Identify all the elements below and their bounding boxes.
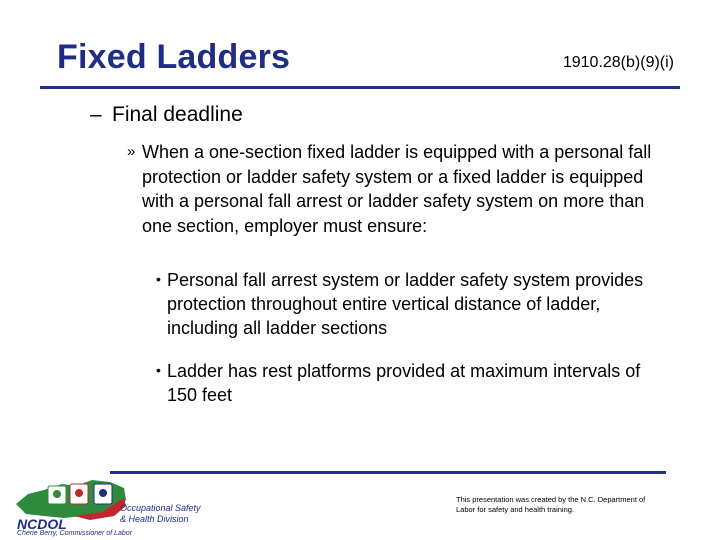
slide-title: Fixed Ladders: [57, 38, 291, 76]
bullet-level3-item: [156, 268, 666, 340]
bullet-level2-text: When a one-section fixed ladder is equipped with a personal fall protection or ladder safety system or a fixed ladder is equipped with a personal fall arrest or ladder safety system on more than one section, employer must ensure:: [142, 142, 652, 236]
title-divider: [40, 86, 680, 89]
bullet-level2: [127, 140, 657, 238]
bullet-dot-marker: •: [156, 271, 161, 287]
bullet-dot-marker: •: [156, 362, 161, 378]
logo-division-line1: Occupational Safety: [120, 503, 201, 513]
chevron-marker: »: [127, 143, 136, 160]
bullet-level3-item: [156, 359, 666, 407]
bullet-level1: [90, 103, 243, 127]
dash-marker: –: [90, 103, 102, 126]
logo-division-line2: & Health Division: [120, 514, 189, 524]
bullet-level3-text: Ladder has rest platforms provided at maximum intervals of 150 feet: [167, 361, 641, 405]
footer-note: This presentation was created by the N.C. Department of Labor for safety and health training.: [456, 495, 646, 514]
logo-commissioner: Cherie Berry, Commissioner of Labor: [17, 530, 133, 537]
bullet-level1-text: Final deadline: [112, 103, 243, 126]
logo-org-name: NCDOL: [17, 516, 67, 532]
footer-divider: [110, 471, 666, 474]
regulation-citation: 1910.28(b)(9)(i): [562, 54, 674, 71]
bullet-level3-text: Personal fall arrest system or ladder safety system provides protection throughout entire vertical distance of ladder, including all ladder sections: [167, 270, 644, 338]
